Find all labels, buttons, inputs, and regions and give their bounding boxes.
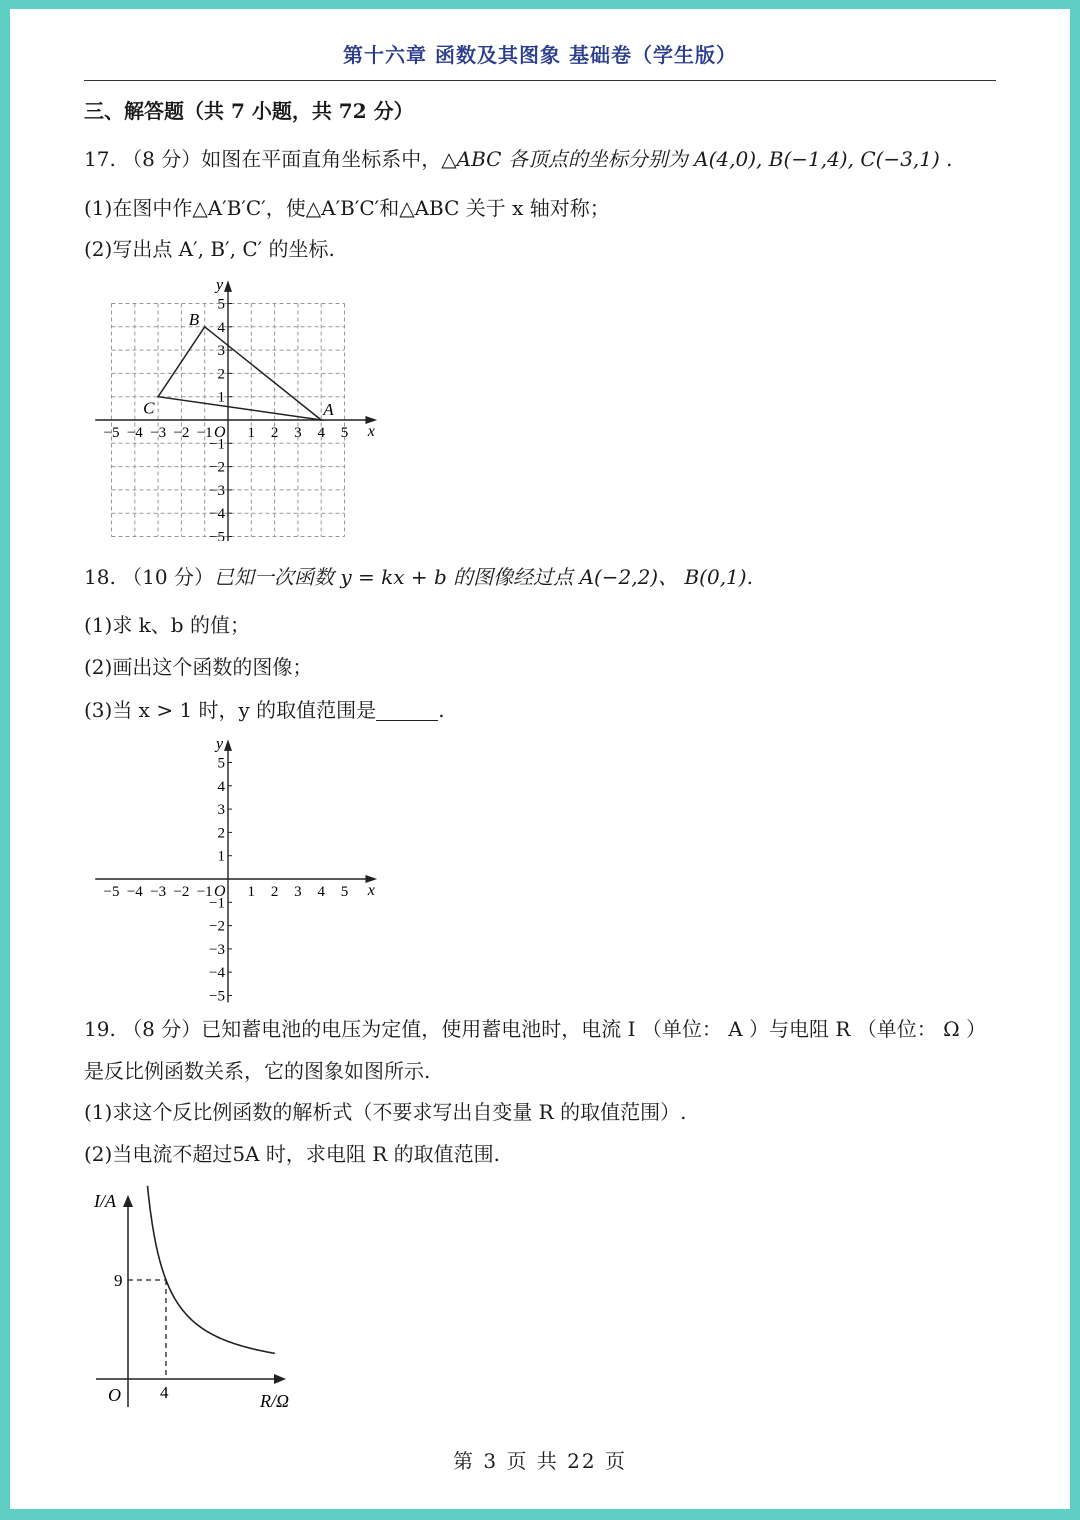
y-axis-arrow	[224, 739, 232, 751]
x-tick-label: 1	[247, 425, 256, 441]
q19-part1: (1)求这个反比例函数的解析式（不要求写出自变量 R 的取值范围）.	[84, 1100, 687, 1124]
x-tick-label: −5	[103, 425, 120, 441]
origin-label: O	[214, 424, 226, 441]
y-tick-label: 3	[217, 802, 225, 819]
r-value-label: 4	[160, 1383, 169, 1402]
i-axis-label: I/A	[94, 1191, 116, 1211]
q19-stem1: 已知蓄电池的电压为定值，使用蓄电池时，电流 I （单位： A ）与电阻 R （单位： Ω ）	[201, 1017, 987, 1041]
q18-number: 18.	[84, 565, 116, 589]
x-tick-label: −2	[173, 425, 190, 441]
q19-inverse-graph	[80, 1174, 320, 1414]
q18-part1: (1)求 k、b 的值；	[84, 613, 250, 637]
q18-part3-text: (3)当 x > 1 时，y 的取值范围是	[84, 698, 377, 722]
r-axis-label: R/Ω	[260, 1391, 290, 1411]
x-tick-label: 4	[317, 884, 325, 900]
x-tick-label: 5	[340, 425, 349, 441]
y-axis-label: y	[216, 276, 224, 294]
page-header: 第十六章 函数及其图象 基础卷（学生版）	[343, 43, 737, 67]
page-footer: 第 3 页 共 22 页	[453, 1449, 627, 1473]
origin-label: O	[108, 1385, 121, 1405]
q19-part2: (2)当电流不超过5A 时，求电阻 R 的取值范围.	[84, 1142, 500, 1166]
x-tick-label: −2	[173, 884, 190, 900]
y-axis-arrow	[224, 280, 232, 292]
q18-points: （10 分）	[122, 565, 214, 589]
q19-number: 19.	[84, 1017, 116, 1041]
y-tick-label: 2	[217, 366, 225, 383]
q18-part2: (2)画出这个函数的图像；	[84, 655, 313, 679]
y-tick-label: 1	[217, 389, 225, 406]
x-tick-label: −3	[150, 884, 167, 900]
q17-part2: (2)写出点 A′, B′, C′ 的坐标.	[84, 237, 335, 261]
y-tick-label: −3	[209, 482, 225, 499]
q17-stem-text: 如图在平面直角坐标系中，	[201, 147, 442, 171]
x-tick-label: −1	[196, 884, 213, 900]
x-axis-label: x	[367, 423, 375, 440]
x-tick-label: −1	[196, 425, 213, 441]
x-tick-label: 1	[247, 884, 256, 900]
q17-points: （8 分）	[122, 147, 202, 171]
x-tick-label: 4	[317, 425, 325, 441]
q17-stem-math: △ABC 各顶点的坐标分别为 A(4,0), B(−1,4), C(−3,1) .	[441, 147, 953, 171]
x-axis-label: x	[367, 882, 375, 899]
y-tick-label: 4	[217, 778, 225, 795]
q18-coordinate-axes	[80, 727, 380, 1007]
q18-stem-text: 已知一次函数 y = kx + b 的图像经过点 A(−2,2)、 B(0,1).	[213, 565, 753, 589]
x-tick-label: 2	[270, 884, 279, 900]
x-tick-label: −5	[103, 884, 120, 900]
y-tick-label: 3	[217, 343, 225, 360]
section-title: 三、解答题（共 7 小题，共 72 分）	[84, 99, 414, 123]
q19-stem-line1	[84, 1013, 986, 1042]
y-tick-label: −4	[209, 965, 225, 982]
y-tick-label: 2	[217, 825, 225, 842]
q17-number: 17.	[84, 147, 116, 171]
y-tick-label: 4	[217, 319, 225, 336]
header-rule	[84, 80, 996, 81]
q17-coordinate-grid	[80, 271, 380, 541]
q18-part3	[84, 694, 445, 723]
q17-part1: (1)在图中作△A′B′C′，使△A′B′C′和△ABC 关于 x 轴对称；	[84, 196, 610, 220]
x-tick-label: 3	[294, 425, 302, 441]
q18-part3-end: .	[438, 698, 445, 722]
y-tick-label: −2	[209, 459, 225, 476]
y-tick-label: −1	[209, 436, 225, 453]
x-tick-label: 3	[294, 884, 302, 900]
y-tick-label: −4	[209, 506, 225, 523]
x-tick-label: −3	[150, 425, 167, 441]
x-tick-label: −4	[126, 884, 143, 900]
y-tick-label: −3	[209, 941, 225, 958]
r-axis-arrow	[274, 1374, 286, 1384]
x-tick-label: 5	[340, 884, 349, 900]
y-axis-label: y	[216, 735, 224, 753]
x-tick-label: 2	[270, 425, 279, 441]
i-axis-arrow	[123, 1195, 133, 1207]
point-label-b: B	[188, 309, 200, 329]
y-tick-label: 5	[217, 296, 225, 313]
point-label-a: A	[323, 400, 334, 419]
document-page	[10, 9, 1070, 1509]
y-tick-label: −5	[209, 988, 225, 1005]
q19-stem-line2: 是反比例函数关系，它的图象如图所示.	[84, 1059, 431, 1083]
y-tick-label: 5	[217, 755, 225, 772]
y-tick-label: 1	[217, 848, 225, 865]
point-label-c: C	[143, 398, 155, 418]
answer-blank	[376, 700, 438, 721]
y-tick-label: −2	[209, 918, 225, 935]
y-tick-label: −5	[209, 529, 225, 541]
i-value-label: 9	[114, 1271, 123, 1290]
y-tick-label: −1	[209, 895, 225, 912]
x-tick-label: −4	[126, 425, 143, 441]
q19-points: （8 分）	[122, 1017, 202, 1041]
q17-stem	[84, 143, 953, 172]
q18-stem	[84, 561, 753, 590]
origin-label: O	[214, 883, 226, 900]
